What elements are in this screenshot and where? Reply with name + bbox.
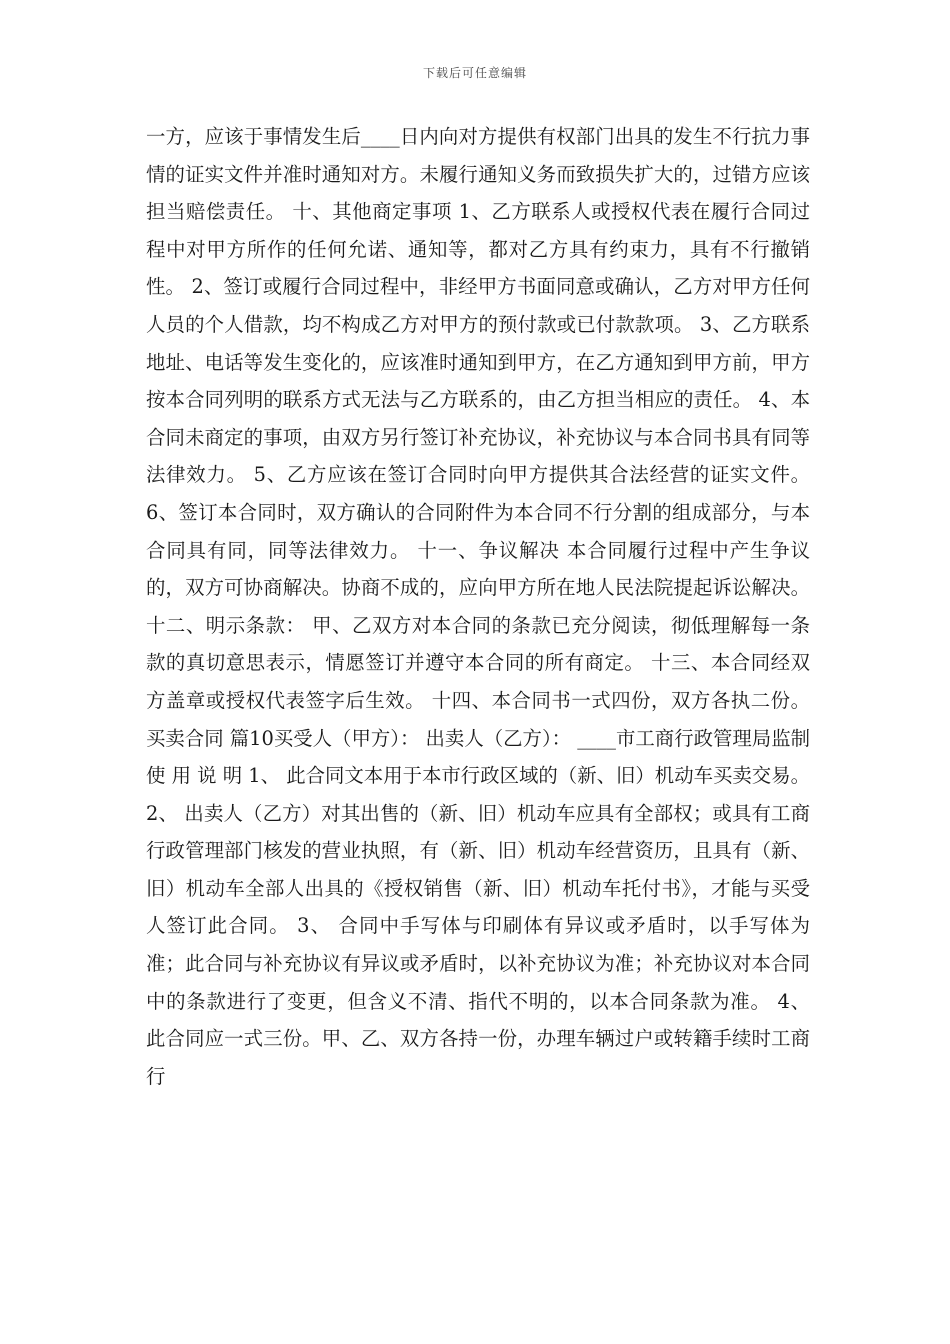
page-header-note: 下载后可任意编辑 xyxy=(422,66,527,80)
contract-body-text: 一方，应该于事情发生后____日内向对方提供有权部门出具的发生不行抗力事情的证实文件并准时通知对方。未履行通知义务而致损失扩大的，过错方应该担当赔偿责任。 十、其他商定事项 1、乙方联系人或授权代表在履行合同过程中对甲方所作的任何允诺、通知等，都对乙方具有约束力，具有不行撤销性。 2、签订或履行合同过程中，非经甲方书面同意或确认，乙方对甲方任何人员的个人借款，均不构成乙方对甲方的预付款或已付款款项。 3、乙方联系地址、电话等发生变化的，应该准时通知到甲方，在乙方通知到甲方前，甲方按本合同列明的联系方式无法与乙方联系的，由乙方担当相应的责任。 4、本合同未商定的事项，由双方另行签订补充协议，补充协议与本合同书具有同等法律效力。 5、乙方应该在签订合同时向甲方提供其合法经营的证实文件。 6、签订本合同时，双方确认的合同附件为本合同不行分割的组成部分，与本合同具有同，同等法律效力。 十一、争议解决 本合同履行过程中产生争议的，双方可协商解决。协商不成的，应向甲方所在地人民法院提起诉讼解决。 十二、明示条款： 甲、乙双方对本合同的条款已充分阅读，彻低理解每一条款的真切意思表示，情愿签订并遵守本合同的所有商定。 十三、本合同经双方盖章或授权代表签字后生效。 十四、本合同书一式四份，双方各执二份。买卖合同 篇10买受人（甲方）： 出卖人（乙方）： ____市工商行政管理局监制 使 用 说 明 1、 此合同文本用于本市行政区域的（新、旧）机动车买卖交易。 2、 出卖人（乙方）对其出售的（新、旧）机动车应具有全部权；或具有工商行政管理部门核发的营业执照，有（新、旧）机动车经营资历，且具有（新、旧）机动车全部人出具的《授权销售（新、旧）机动车托付书》，才能与买受人签订此合同。 3、 合同中手写体与印刷体有异议或矛盾时，以手写体为准；此合同与补充协议有异议或矛盾时，以补充协议为准；补充协议对本合同中的条款进行了变更，但含义不清、指代不明的，以本合同条款为准。 4、 此合同应一式三份。甲、乙、双方各持一份，办理车辆过户或转籍手续时工商行 xyxy=(146,125,810,1088)
